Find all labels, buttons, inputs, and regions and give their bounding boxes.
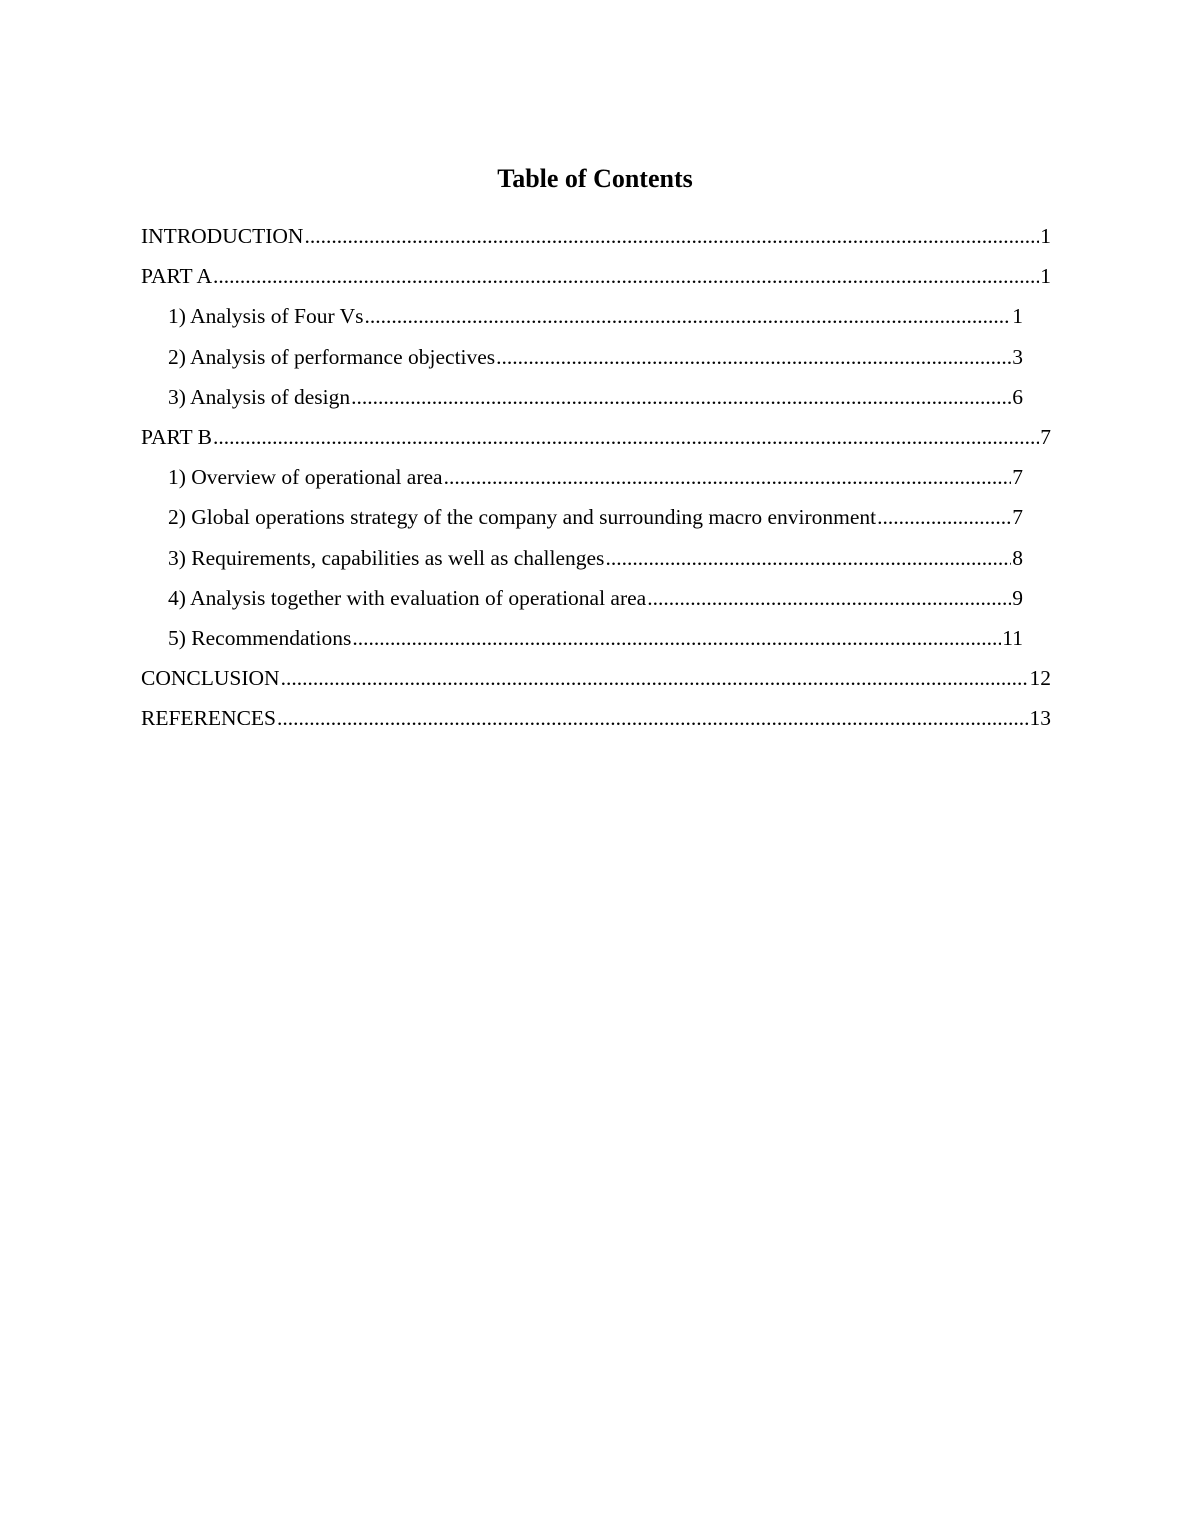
- toc-page-number: 7: [1012, 505, 1023, 530]
- toc-page-number: 1: [1012, 304, 1023, 329]
- toc-entry-label: 3) Analysis of design: [168, 384, 351, 409]
- toc-leader-dots: [213, 421, 1039, 453]
- toc-entry-design[interactable]: [168, 381, 1023, 421]
- toc-leader-dots: [605, 542, 1011, 574]
- toc-entry-label: 1) Overview of operational area: [168, 465, 443, 490]
- toc-entry-requirements-capabilities[interactable]: [168, 542, 1023, 582]
- toc-entry-label: CONCLUSION: [141, 666, 280, 691]
- toc-leader-dots: [277, 702, 1029, 734]
- toc-entry-label: PART B: [141, 424, 213, 449]
- toc-leader-dots: [213, 260, 1039, 292]
- toc-entry-introduction[interactable]: [141, 220, 1051, 260]
- toc-page-number: 9: [1012, 585, 1023, 610]
- toc-entry-label: 3) Requirements, capabilities as well as challenges: [168, 545, 605, 570]
- toc-entry-label: 4) Analysis together with evaluation of operational area: [168, 585, 647, 610]
- toc-leader-dots: [365, 300, 1012, 332]
- toc-leader-dots: [877, 501, 1011, 533]
- toc-entry-operational-area-overview[interactable]: [168, 461, 1023, 501]
- toc-entry-global-operations-strategy[interactable]: [168, 501, 1023, 541]
- toc-leader-dots: [647, 582, 1011, 614]
- toc-leader-dots: [281, 662, 1029, 694]
- toc-page-number: 7: [1012, 465, 1023, 490]
- toc-entry-part-b[interactable]: [141, 421, 1051, 461]
- page-title: Table of Contents: [497, 164, 693, 193]
- toc-leader-dots: [304, 220, 1039, 252]
- toc-entry-label: 2) Global operations strategy of the company and surrounding macro environment: [168, 505, 877, 530]
- toc-entry-label: INTRODUCTION: [141, 224, 304, 248]
- toc-entry-conclusion[interactable]: [141, 662, 1051, 702]
- toc-entry-label: REFERENCES: [141, 706, 276, 731]
- toc-entry-label: 5) Recommendations: [168, 625, 352, 650]
- toc-page-number: 1: [1040, 264, 1051, 289]
- toc-page-number: 13: [1029, 706, 1051, 731]
- toc-page-number: 1: [1040, 224, 1051, 248]
- toc-page-number: 12: [1029, 666, 1051, 691]
- toc-page-number: 7: [1040, 424, 1051, 449]
- toc-leader-dots: [444, 461, 1012, 493]
- toc-entry-part-a[interactable]: [141, 260, 1051, 300]
- toc-leader-dots: [352, 622, 1001, 654]
- toc-page-number: 11: [1002, 625, 1023, 650]
- toc-leader-dots: [496, 341, 1011, 373]
- toc-entry-label: 2) Analysis of performance objectives: [168, 344, 496, 369]
- toc-page-number: 8: [1012, 545, 1023, 570]
- toc-leader-dots: [351, 381, 1011, 413]
- toc-entry-recommendations[interactable]: [168, 622, 1023, 662]
- toc-entry-analysis-evaluation[interactable]: [168, 582, 1023, 622]
- toc-page-number: 3: [1012, 344, 1023, 369]
- toc-entry-performance-objectives[interactable]: [168, 341, 1023, 381]
- toc-entry-label: PART A: [141, 264, 213, 289]
- table-of-contents: [141, 220, 1051, 742]
- toc-entry-label: 1) Analysis of Four Vs: [168, 304, 364, 329]
- toc-entry-references[interactable]: [141, 702, 1051, 742]
- toc-entry-four-vs[interactable]: [168, 300, 1023, 340]
- toc-page-number: 6: [1012, 384, 1023, 409]
